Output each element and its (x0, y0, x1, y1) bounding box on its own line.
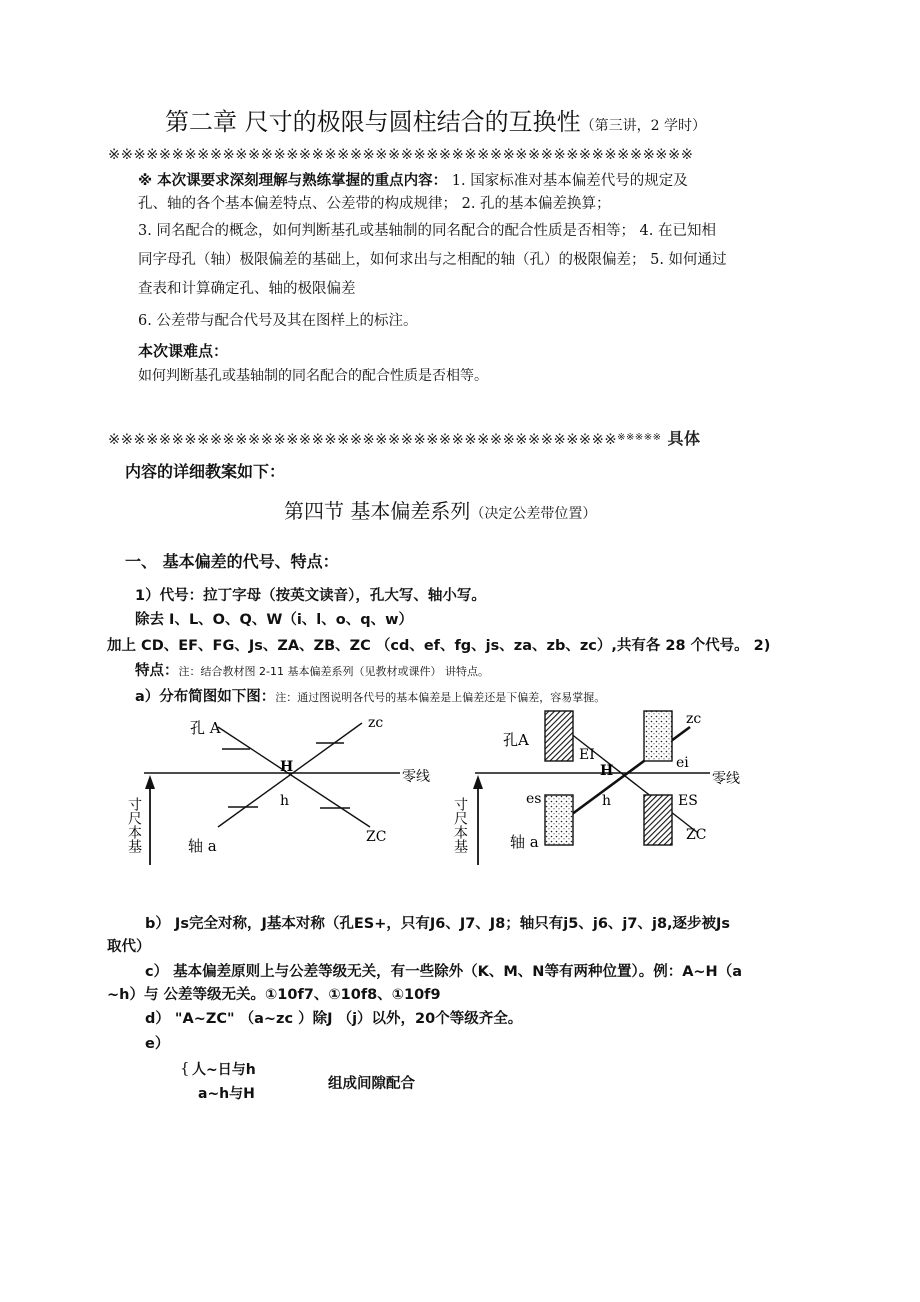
features-label: 特点： (135, 663, 179, 679)
right-arrow-head (473, 775, 483, 789)
star-divider-2 (108, 426, 701, 449)
right-hole-a-label: 孔A (503, 731, 529, 749)
shaft-zc-tolerance-zone (644, 711, 672, 761)
right-ZC-label: ZC (686, 827, 707, 843)
requirements-line-2: 孔、轴的各个基本偏差特点、公差带的构成规律； 2. 孔的基本偏差换算； (138, 196, 611, 212)
right-shaft-a-label: 轴 a (510, 833, 539, 851)
right-h-label: h (602, 793, 612, 809)
ES-label: ES (678, 793, 698, 809)
left-h-label: h (280, 793, 290, 809)
left-diagram (126, 715, 430, 865)
left-zc-label: zc (368, 715, 384, 731)
difficulty-heading: 本次课难点： (138, 342, 229, 360)
detail-intro: 内容的详细教案如下： (125, 462, 286, 481)
item-d: d） "A~ZC" （a~zc ）除J （j）以外，20个等级齐全。 (145, 1011, 523, 1027)
features-note: 注：结合教材图 2-11 基本偏差系列（见教材或课件） 讲特点。 (178, 665, 489, 678)
part-1-heading: 一、 基本偏差的代号、特点： (125, 552, 339, 571)
star-divider-2-tail: 具体 (667, 429, 701, 448)
left-hole-a-label: 孔 A (190, 719, 221, 737)
star-divider: ※※※※※※※※※※※※※※※※※※※※※※※※※※※※※※※※※※※※※※※※※※※※※※ (108, 146, 694, 163)
section-title-note: （决定公差带位置） (470, 506, 597, 522)
item-c-line-1: c） 基本偏差原则上与公差等级无关，有一些除外（K、M、N等有两种位置）。例：A~H（a (145, 964, 742, 980)
item-e-line-1: 人~日与h (192, 1062, 256, 1078)
left-base-size-label: 寸尺本基 (126, 797, 142, 853)
part-1-line-2: 除去 I、L、O、Q、W（i、l、o、q、w） (135, 612, 414, 628)
item-e-line-2: a~h与H (198, 1086, 255, 1102)
item-e-result: 组成间隙配合 (328, 1076, 415, 1092)
right-H-label: H (600, 763, 614, 779)
item-b-line-2: 取代） (107, 939, 151, 955)
chapter-title: 第二章 尺寸的极限与圆柱结合的互换性 (165, 108, 581, 136)
part-1-line-3: 加上 CD、EF、FG、Js、ZA、ZB、ZC （cd、ef、fg、js、za、zb、zc）,共有各 28 个代号。 2) (107, 638, 771, 654)
part-1-line-5 (135, 685, 605, 706)
left-line-shaft (218, 723, 362, 827)
brace-icon: { (180, 1059, 190, 1077)
right-zero-line-label: 零线 (712, 771, 740, 787)
item-b-line-1: b） Js完全对称，J基本对称（孔ES+，只有J6、J7、J8；轴只有j5、j6、j7、j8,逐步被Js (145, 916, 731, 932)
requirements-line-3: 3. 同名配合的概念，如何判断基孔或基轴制的同名配合的配合性质是否相等； 4. 在已知相 (138, 223, 716, 239)
left-line-hole (218, 727, 370, 827)
page-title (165, 102, 706, 137)
right-zc-label: zc (686, 711, 702, 727)
left-shaft-a-label: 轴 a (188, 837, 217, 855)
section-title (284, 495, 596, 524)
lecture-note: （第三讲，2 学时） (580, 118, 706, 134)
item-c-line-2: ~h）与 公差等级无关。①10f7、①10f8、①10f9 (107, 987, 441, 1003)
es-label: es (526, 791, 542, 807)
right-diagram (452, 711, 740, 865)
left-H-label: H (280, 759, 294, 775)
EI-label: EI (579, 747, 595, 763)
requirements-line-5: 查表和计算确定孔、轴的极限偏差 (138, 281, 356, 297)
requirements-line-1 (138, 171, 688, 191)
left-zero-line-label: 零线 (402, 769, 430, 785)
requirements-heading: ※ 本次课要求深刻理解与熟练掌握的重点内容： (138, 173, 448, 189)
part-1-line-1: 1）代号：拉丁字母（按英文读音），孔大写、轴小写。 (135, 588, 486, 604)
star-divider-2-stars: ※※※※※※※※※※※※※※※※※※※※※※※※※※※※※※※※※※※※※※※※ (108, 431, 618, 448)
requirements-line-4: 同字母孔（轴）极限偏差的基础上，如何求出与之相配的轴（孔）的极限偏差； 5. 如何通过 (138, 252, 727, 268)
shaft-a-tolerance-zone (545, 795, 573, 845)
part-1-line-4 (135, 659, 489, 680)
item-e: e） (145, 1036, 170, 1052)
hole-ZC-tolerance-zone (644, 795, 672, 845)
diagram-note: 注：通过图说明各代号的基本偏差是上偏差还是下偏差，容易掌握。 (275, 691, 606, 704)
left-arrow-head (145, 775, 155, 789)
difficulty-text: 如何判断基孔或基轴制的同名配合的配合性质是否相等。 (138, 368, 488, 384)
diagram-label: a）分布简图如下图： (135, 689, 276, 705)
left-ZC-label: ZC (366, 829, 387, 845)
section-title-main: 第四节 基本偏差系列 (284, 499, 471, 523)
right-base-size-label: 寸尺本基 (452, 797, 468, 853)
star-divider-2-small: ※※※※※ (617, 432, 662, 443)
ei-label: ei (676, 755, 689, 771)
deviation-distribution-diagram (126, 705, 770, 875)
hole-a-tolerance-zone (545, 711, 573, 761)
requirements-line-6: 6. 公差带与配合代号及其在图样上的标注。 (138, 313, 418, 329)
requirements-item-1: 1. 国家标准对基本偏差代号的规定及 (451, 173, 688, 189)
